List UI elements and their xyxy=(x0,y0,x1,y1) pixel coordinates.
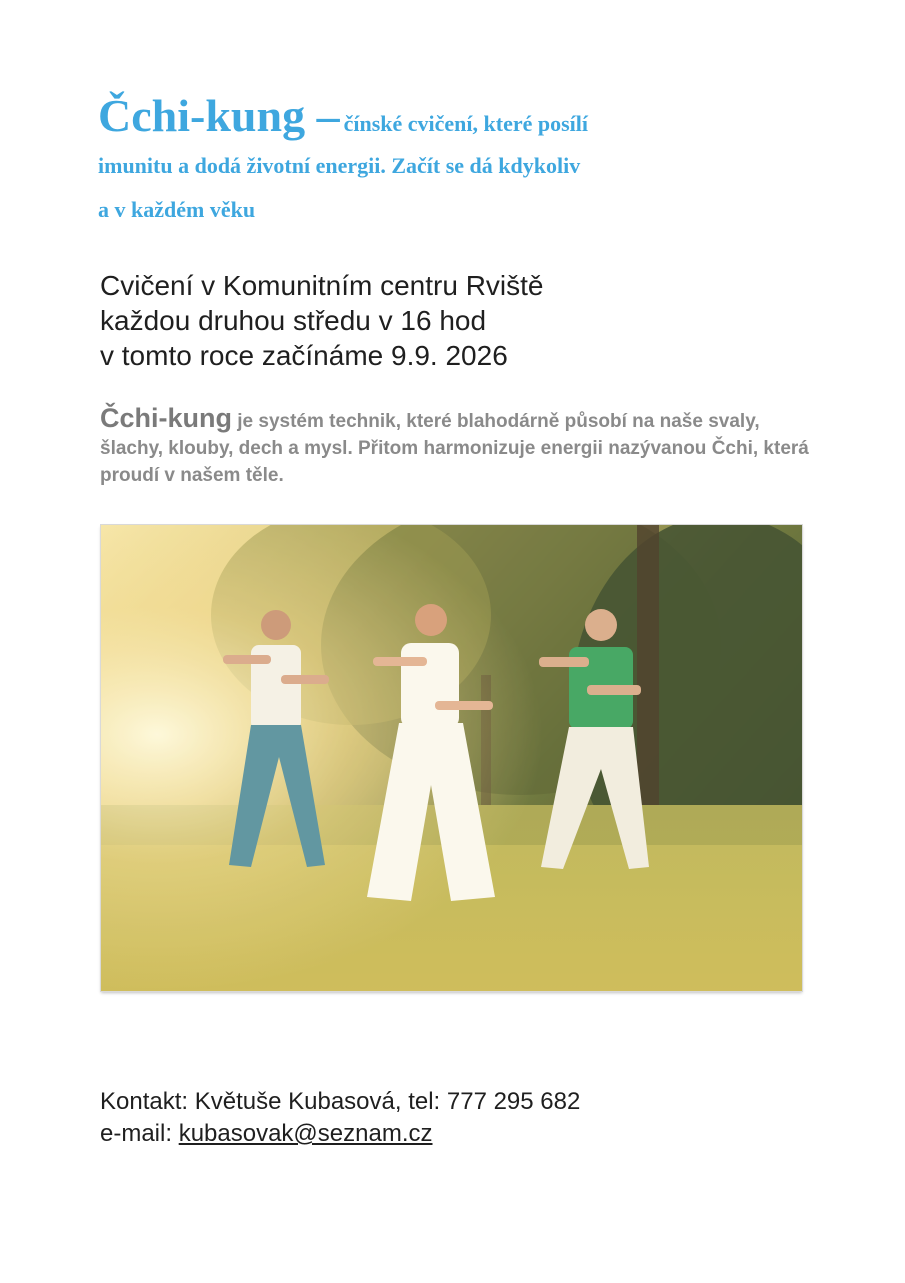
qigong-photo xyxy=(101,525,802,991)
headline-subtitle: čínské cvičení, které posílí xyxy=(343,111,588,136)
intro-lead: Čchi-kung xyxy=(100,403,232,433)
contact-person: Kontakt: Květuše Kubasová, tel: 777 295 682 xyxy=(100,1088,581,1115)
contact-email-line xyxy=(100,1118,580,1150)
email-link[interactable]: kubasovak@seznam.cz xyxy=(178,1120,433,1147)
intro-paragraph xyxy=(100,405,820,489)
headline xyxy=(98,92,818,232)
headline-line-3: a v každém věku xyxy=(98,197,256,222)
qigong-photo-illustration xyxy=(101,525,802,991)
intro-text: je systém technik, které blahodárně působí na naše svaly, šlachy, klouby, dech a mysl. Přitom harmonizuje energii nazývanou Čchi, která proudí v našem těle. xyxy=(100,411,809,486)
email-label: e-mail: xyxy=(100,1120,179,1147)
headline-title: Čchi-kung – xyxy=(98,90,340,141)
contact-block xyxy=(100,1086,580,1150)
schedule-start-date: v tomto roce začínáme 9.9. 2026 xyxy=(100,340,508,371)
schedule-location: Cvičení v Komunitním centru Rviště xyxy=(100,270,544,301)
headline-line-2: imunitu a dodá životní energii. Začít se dá kdykoliv xyxy=(98,153,581,178)
schedule xyxy=(100,268,544,373)
schedule-frequency: každou druhou středu v 16 hod xyxy=(100,305,487,336)
